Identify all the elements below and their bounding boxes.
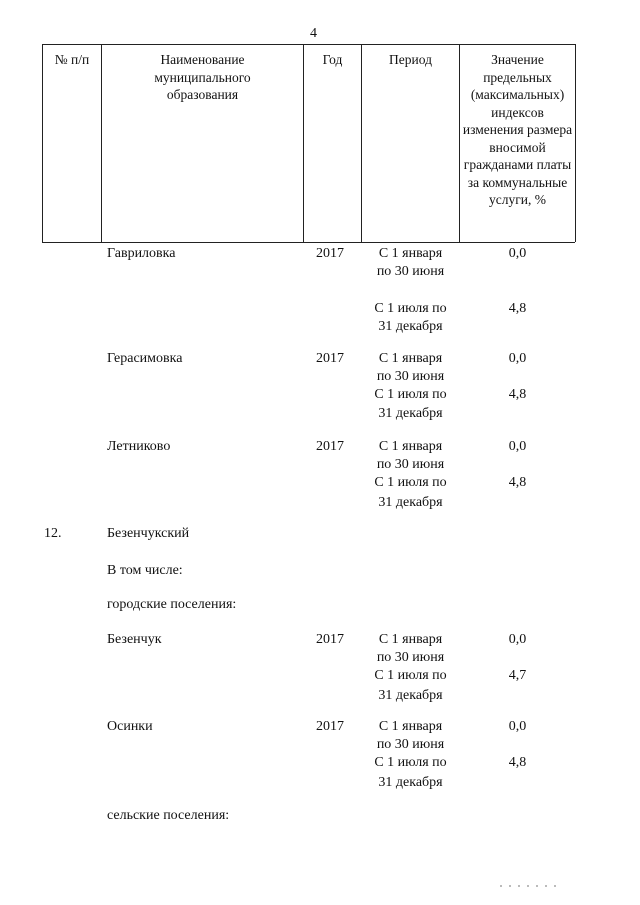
year: 2017 bbox=[316, 632, 344, 647]
period-1-end: по 30 июня bbox=[376, 650, 445, 665]
including-label: В том числе: bbox=[107, 563, 183, 578]
settlement-name: Герасимовка bbox=[107, 351, 183, 366]
period-1-start: С 1 января bbox=[378, 439, 443, 454]
period-1-start: С 1 января bbox=[378, 632, 443, 647]
header-col-value: Значение предельных (максимальных) индексов изменения размера вносимой гражданами платы за коммунальные услуги, % bbox=[462, 52, 573, 207]
scan-noise bbox=[500, 885, 560, 887]
value-2: 4,8 bbox=[508, 475, 527, 490]
header-col-period: Период bbox=[389, 52, 432, 67]
period-1-start: С 1 января bbox=[378, 351, 443, 366]
district-name: Безенчукский bbox=[107, 526, 190, 541]
year: 2017 bbox=[316, 246, 344, 261]
year: 2017 bbox=[316, 439, 344, 454]
settlement-name: Безенчук bbox=[107, 632, 162, 647]
period-1-end: по 30 июня bbox=[376, 264, 445, 279]
period-1-end: по 30 июня bbox=[376, 457, 445, 472]
value-2: 4,8 bbox=[508, 755, 527, 770]
settlement-name: Летниково bbox=[107, 439, 171, 454]
header-col-name: Наименование муниципального образования bbox=[154, 52, 251, 103]
period-2-start: С 1 июля по bbox=[374, 668, 447, 683]
value-1: 0,0 bbox=[508, 246, 527, 261]
year: 2017 bbox=[316, 719, 344, 734]
period-1-end: по 30 июня bbox=[376, 737, 445, 752]
district-number: 12. bbox=[44, 526, 62, 541]
period-1-start: С 1 января bbox=[378, 719, 443, 734]
value-2: 4,8 bbox=[508, 387, 527, 402]
value-2: 4,8 bbox=[508, 301, 527, 316]
period-2-end: 31 декабря bbox=[378, 495, 443, 510]
value-2: 4,7 bbox=[508, 668, 527, 683]
page-number: 4 bbox=[310, 26, 317, 41]
value-1: 0,0 bbox=[508, 719, 527, 734]
period-2-end: 31 декабря bbox=[378, 319, 443, 334]
value-1: 0,0 bbox=[508, 439, 527, 454]
period-2-end: 31 декабря bbox=[378, 688, 443, 703]
period-2-start: С 1 июля по bbox=[374, 387, 447, 402]
settlement-name: Гавриловка bbox=[107, 246, 176, 261]
year: 2017 bbox=[316, 351, 344, 366]
period-1-end: по 30 июня bbox=[376, 369, 445, 384]
settlement-name: Осинки bbox=[107, 719, 153, 734]
rural-settlements-label: сельские поселения: bbox=[107, 808, 230, 823]
period-2-start: С 1 июля по bbox=[374, 301, 447, 316]
period-2-end: 31 декабря bbox=[378, 775, 443, 790]
period-1-start: С 1 января bbox=[378, 246, 443, 261]
period-2-start: С 1 июля по bbox=[374, 755, 447, 770]
urban-settlements-label: городские поселения: bbox=[107, 597, 237, 612]
value-1: 0,0 bbox=[508, 351, 527, 366]
header-col-number: № п/п bbox=[54, 52, 90, 67]
period-2-end: 31 декабря bbox=[378, 406, 443, 421]
period-2-start: С 1 июля по bbox=[374, 475, 447, 490]
header-col-year: Год bbox=[322, 52, 343, 67]
value-1: 0,0 bbox=[508, 632, 527, 647]
